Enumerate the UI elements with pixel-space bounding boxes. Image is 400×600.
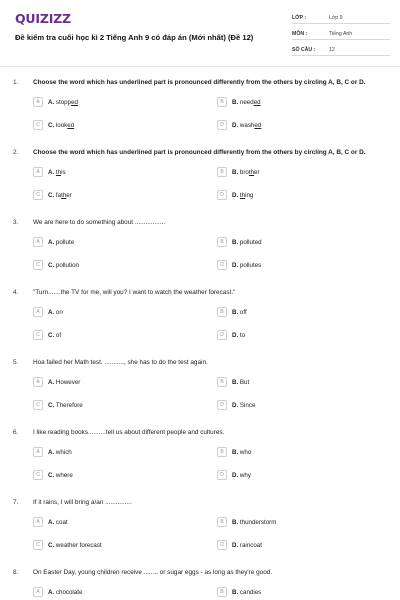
option-word-start: on xyxy=(55,309,63,316)
option-text xyxy=(232,239,262,246)
option-text xyxy=(232,542,262,549)
meta-label: MÔN : xyxy=(292,31,308,37)
option-underlined-part: ed xyxy=(71,99,78,106)
option-text xyxy=(48,519,68,526)
option-prefix: D. xyxy=(232,402,240,409)
option-word-start: which xyxy=(55,449,72,456)
option-underlined-part: th xyxy=(239,192,246,199)
question-number: 1. xyxy=(13,79,19,86)
option-prefix: C. xyxy=(48,332,56,339)
question-number: 2. xyxy=(13,149,19,156)
question-number: 8. xyxy=(13,569,19,576)
question-number: 5. xyxy=(13,359,19,366)
option-letter-box: D xyxy=(217,400,227,410)
question-stem: If it rains, I will bring a/an ............... xyxy=(33,499,132,506)
option-text xyxy=(232,99,261,106)
option-text xyxy=(232,122,261,129)
option-letter-box: B xyxy=(217,167,227,177)
option-word-start: Since xyxy=(239,402,256,409)
meta-value: 12 xyxy=(329,47,335,53)
option-prefix: A. xyxy=(48,449,56,456)
meta-row-class xyxy=(292,12,390,24)
option-text xyxy=(232,262,261,269)
question-item xyxy=(0,289,400,353)
option-letter-box: B xyxy=(217,517,227,527)
option-text xyxy=(48,589,82,596)
option-letter-box: A xyxy=(33,377,43,387)
meta-label: SỐ CÂU : xyxy=(292,47,316,53)
option-letter-box: A xyxy=(33,517,43,527)
option-text xyxy=(48,402,83,409)
option-prefix: A. xyxy=(48,239,56,246)
question-item xyxy=(0,499,400,563)
option-word-start: of xyxy=(55,332,62,339)
option-word-start: fa xyxy=(55,192,62,199)
option-text xyxy=(48,239,74,246)
option-text xyxy=(48,472,73,479)
option-text xyxy=(232,379,249,386)
option-prefix: B. xyxy=(232,379,240,386)
option-prefix: A. xyxy=(48,519,56,526)
option-prefix: C. xyxy=(48,472,56,479)
option-prefix: D. xyxy=(232,122,240,129)
option-letter-box: C xyxy=(33,540,43,550)
option-word-start: Therefore xyxy=(55,402,83,409)
option-prefix: C. xyxy=(48,542,56,549)
option-text xyxy=(232,589,261,596)
option-letter-box: A xyxy=(33,587,43,597)
option-letter-box: A xyxy=(33,97,43,107)
option-word-end: er xyxy=(66,192,72,199)
option-letter-box: C xyxy=(33,190,43,200)
option-letter-box: B xyxy=(217,307,227,317)
option-text xyxy=(232,402,255,409)
question-stem: "Turn.......the TV for me, will you? I want to watch the weather forecast." xyxy=(33,289,236,296)
option-text xyxy=(48,332,61,339)
option-letter-box: C xyxy=(33,120,43,130)
option-word-start: stopp xyxy=(55,99,72,106)
option-text xyxy=(48,122,74,129)
option-letter-box: C xyxy=(33,330,43,340)
question-stem: I like reading books..........tell us about different people and cultures. xyxy=(33,429,225,436)
option-word-start: to xyxy=(239,332,246,339)
option-prefix: B. xyxy=(232,449,240,456)
option-underlined-part: ed xyxy=(254,122,262,129)
option-word-start: raincoat xyxy=(239,542,262,549)
option-letter-box: A xyxy=(33,237,43,247)
question-stem: Choose the word which has underlined part is pronounced differently from the others by circling A, B, C or D. xyxy=(33,149,366,156)
option-text xyxy=(48,99,78,106)
header-divider xyxy=(0,66,400,67)
option-prefix: C. xyxy=(48,122,56,129)
option-letter-box: A xyxy=(33,167,43,177)
option-prefix: A. xyxy=(48,589,56,596)
question-stem: On Easter Day, young children receive ........ or sugar eggs - as long as they're good. xyxy=(33,569,273,576)
question-item xyxy=(0,79,400,143)
option-prefix: B. xyxy=(232,99,240,106)
option-letter-box: B xyxy=(217,97,227,107)
option-prefix: C. xyxy=(48,402,56,409)
option-word-start: coat xyxy=(55,519,68,526)
option-word-start: why xyxy=(239,472,251,479)
option-letter-box: B xyxy=(217,447,227,457)
question-number: 7. xyxy=(13,499,19,506)
option-text xyxy=(48,542,102,549)
option-word-end: is xyxy=(61,169,66,176)
option-word-start: However xyxy=(55,379,81,386)
option-letter-box: C xyxy=(33,260,43,270)
option-letter-box: A xyxy=(33,307,43,317)
option-prefix: D. xyxy=(232,472,240,479)
question-number: 3. xyxy=(13,219,19,226)
option-text xyxy=(48,262,79,269)
option-prefix: B. xyxy=(232,519,240,526)
option-prefix: B. xyxy=(232,309,240,316)
question-item xyxy=(0,359,400,423)
option-letter-box: A xyxy=(33,447,43,457)
question-item xyxy=(0,149,400,213)
option-text xyxy=(232,169,260,176)
question-stem: We are here to do something about ................. xyxy=(33,219,166,226)
option-prefix: D. xyxy=(232,192,240,199)
question-item xyxy=(0,569,400,600)
option-letter-box: B xyxy=(217,587,227,597)
option-word-start: look xyxy=(55,122,68,129)
option-text xyxy=(232,472,251,479)
question-number: 4. xyxy=(13,289,19,296)
option-letter-box: C xyxy=(33,470,43,480)
option-text xyxy=(232,192,253,199)
option-text xyxy=(48,169,66,176)
option-prefix: A. xyxy=(48,309,56,316)
option-underlined-part: th xyxy=(55,169,62,176)
worksheet-title: Đề kiểm tra cuối học kì 2 Tiếng Anh 9 có đáp án (Mới nhất) (Đề 12) xyxy=(15,33,254,42)
meta-row-subject xyxy=(292,28,390,40)
option-letter-box: B xyxy=(217,237,227,247)
option-underlined-part: ed xyxy=(253,99,261,106)
option-letter-box: D xyxy=(217,540,227,550)
option-underlined-part: th xyxy=(248,169,255,176)
option-word-start: need xyxy=(239,99,254,106)
option-prefix: C. xyxy=(48,192,56,199)
option-text xyxy=(232,309,247,316)
option-text xyxy=(48,379,80,386)
option-word-start: thunderstorm xyxy=(239,519,277,526)
option-underlined-part: ed xyxy=(67,122,75,129)
option-text xyxy=(232,449,251,456)
question-item xyxy=(0,219,400,283)
option-prefix: B. xyxy=(232,169,240,176)
option-letter-box: D xyxy=(217,470,227,480)
option-prefix: A. xyxy=(48,379,56,386)
option-prefix: D. xyxy=(232,262,240,269)
worksheet-header xyxy=(0,0,400,62)
option-underlined-part: th xyxy=(61,192,67,199)
option-letter-box: B xyxy=(217,377,227,387)
option-prefix: C. xyxy=(48,262,56,269)
option-word-start: pollute xyxy=(55,239,75,246)
question-stem: Hoa failed her Math test. ..........., she has to do the test again. xyxy=(33,359,208,366)
option-prefix: B. xyxy=(232,589,240,596)
option-word-start: weather forecast xyxy=(55,542,102,549)
option-word-start: wash xyxy=(239,122,255,129)
option-word-start: chocolate xyxy=(55,589,83,596)
option-letter-box: D xyxy=(217,120,227,130)
option-letter-box: C xyxy=(33,400,43,410)
question-stem: Choose the word which has underlined part is pronounced differently from the others by circling A, B, C or D. xyxy=(33,79,366,86)
meta-row-count xyxy=(292,44,390,56)
option-prefix: D. xyxy=(232,542,240,549)
option-text xyxy=(48,449,72,456)
question-number: 6. xyxy=(13,429,19,436)
meta-value: Lớp 9 xyxy=(329,15,343,21)
meta-label: LỚP : xyxy=(292,15,307,21)
option-word-start: where xyxy=(55,472,73,479)
meta-value: Tiếng Anh xyxy=(329,31,353,37)
option-word-start: But xyxy=(239,379,250,386)
option-text xyxy=(232,332,245,339)
option-text xyxy=(48,192,72,199)
option-word-start: polluted xyxy=(239,239,262,246)
option-word-end: ing xyxy=(245,192,254,199)
option-word-start: off xyxy=(239,309,247,316)
option-prefix: B. xyxy=(232,239,240,246)
option-word-start: bro xyxy=(239,169,249,176)
option-text xyxy=(232,519,276,526)
option-letter-box: D xyxy=(217,330,227,340)
option-letter-box: D xyxy=(217,260,227,270)
quizizz-logo: QUIZIZZ xyxy=(15,11,71,26)
option-prefix: A. xyxy=(48,99,56,106)
option-prefix: A. xyxy=(48,169,56,176)
option-word-start: pollutes xyxy=(239,262,262,269)
option-prefix: D. xyxy=(232,332,240,339)
question-item xyxy=(0,429,400,493)
option-word-start: pollution xyxy=(55,262,79,269)
option-text xyxy=(48,309,63,316)
option-word-start: candies xyxy=(239,589,262,596)
option-letter-box: D xyxy=(217,190,227,200)
option-word-end: er xyxy=(254,169,260,176)
option-word-start: who xyxy=(239,449,252,456)
